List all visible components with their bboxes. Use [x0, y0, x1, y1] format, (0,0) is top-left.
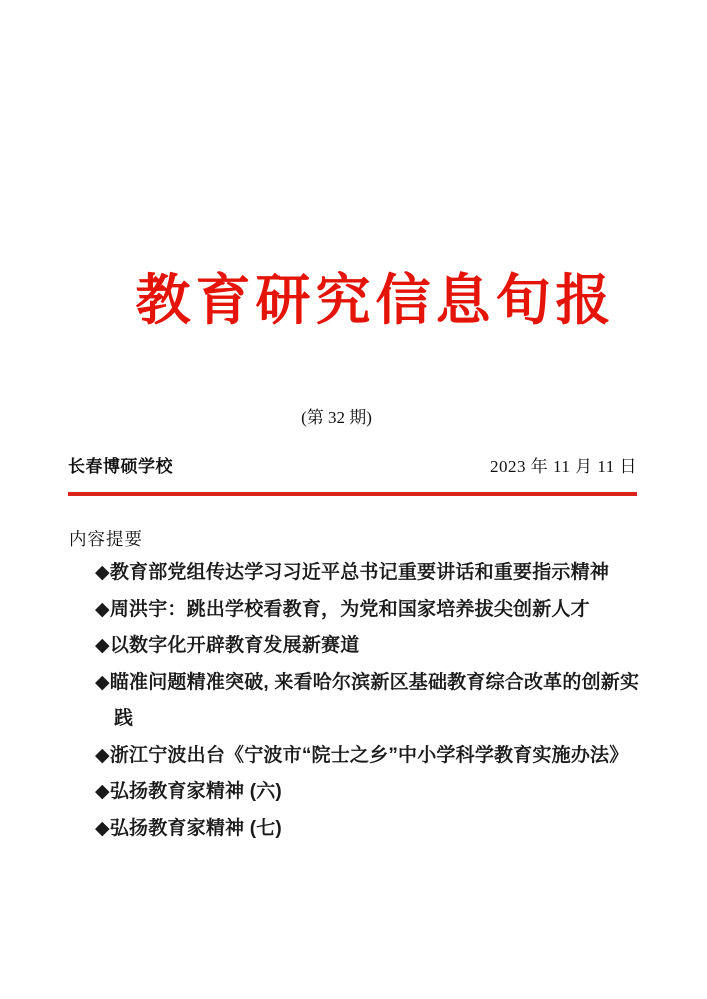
- diamond-bullet-icon: ◆: [95, 744, 110, 766]
- summary-list: [95, 555, 643, 847]
- newsletter-masthead-title: 教育研究信息旬报: [135, 267, 616, 332]
- summary-item: [95, 555, 643, 592]
- organization-name: 长春博硕学校: [68, 457, 173, 476]
- issue-date: 2023 年 11 月 11 日: [490, 457, 637, 476]
- summary-item: [95, 738, 643, 775]
- summary-item-text: 弘扬教育家精神 (六): [109, 781, 282, 802]
- summary-item: [95, 628, 643, 665]
- summary-item: [95, 592, 643, 629]
- summary-item-text: 浙江宁波出台《宁波市“院士之乡”中小学科学教育实施办法》: [109, 744, 629, 766]
- diamond-bullet-icon: ◆: [95, 817, 110, 839]
- diamond-bullet-icon: ◆: [95, 598, 110, 620]
- summary-item-text: 瞄准问题精准突破, 来看哈尔滨新区基础教育综合改革的创新实践: [109, 671, 640, 729]
- diamond-bullet-icon: ◆: [95, 635, 110, 656]
- masthead-row: [68, 453, 637, 480]
- diamond-bullet-icon: ◆: [95, 781, 110, 802]
- summary-item-text: 以数字化开辟教育发展新赛道: [109, 635, 360, 656]
- issue-number: (第 32 期): [301, 408, 372, 427]
- summary-item-text: 教育部党组传达学习习近平总书记重要讲话和重要指示精神: [109, 562, 610, 583]
- summary-item-text: 弘扬教育家精神 (七): [109, 817, 282, 839]
- summary-item: [95, 811, 643, 848]
- summary-item-text: 周洪宇：跳出学校看教育，为党和国家培养拔尖创新人才: [109, 598, 590, 620]
- summary-item: [95, 665, 643, 738]
- diamond-bullet-icon: ◆: [95, 562, 110, 583]
- diamond-bullet-icon: ◆: [95, 671, 110, 693]
- summary-item: [95, 774, 643, 811]
- masthead-divider-rule: [68, 492, 637, 496]
- summary-heading: 内容提要: [69, 529, 143, 549]
